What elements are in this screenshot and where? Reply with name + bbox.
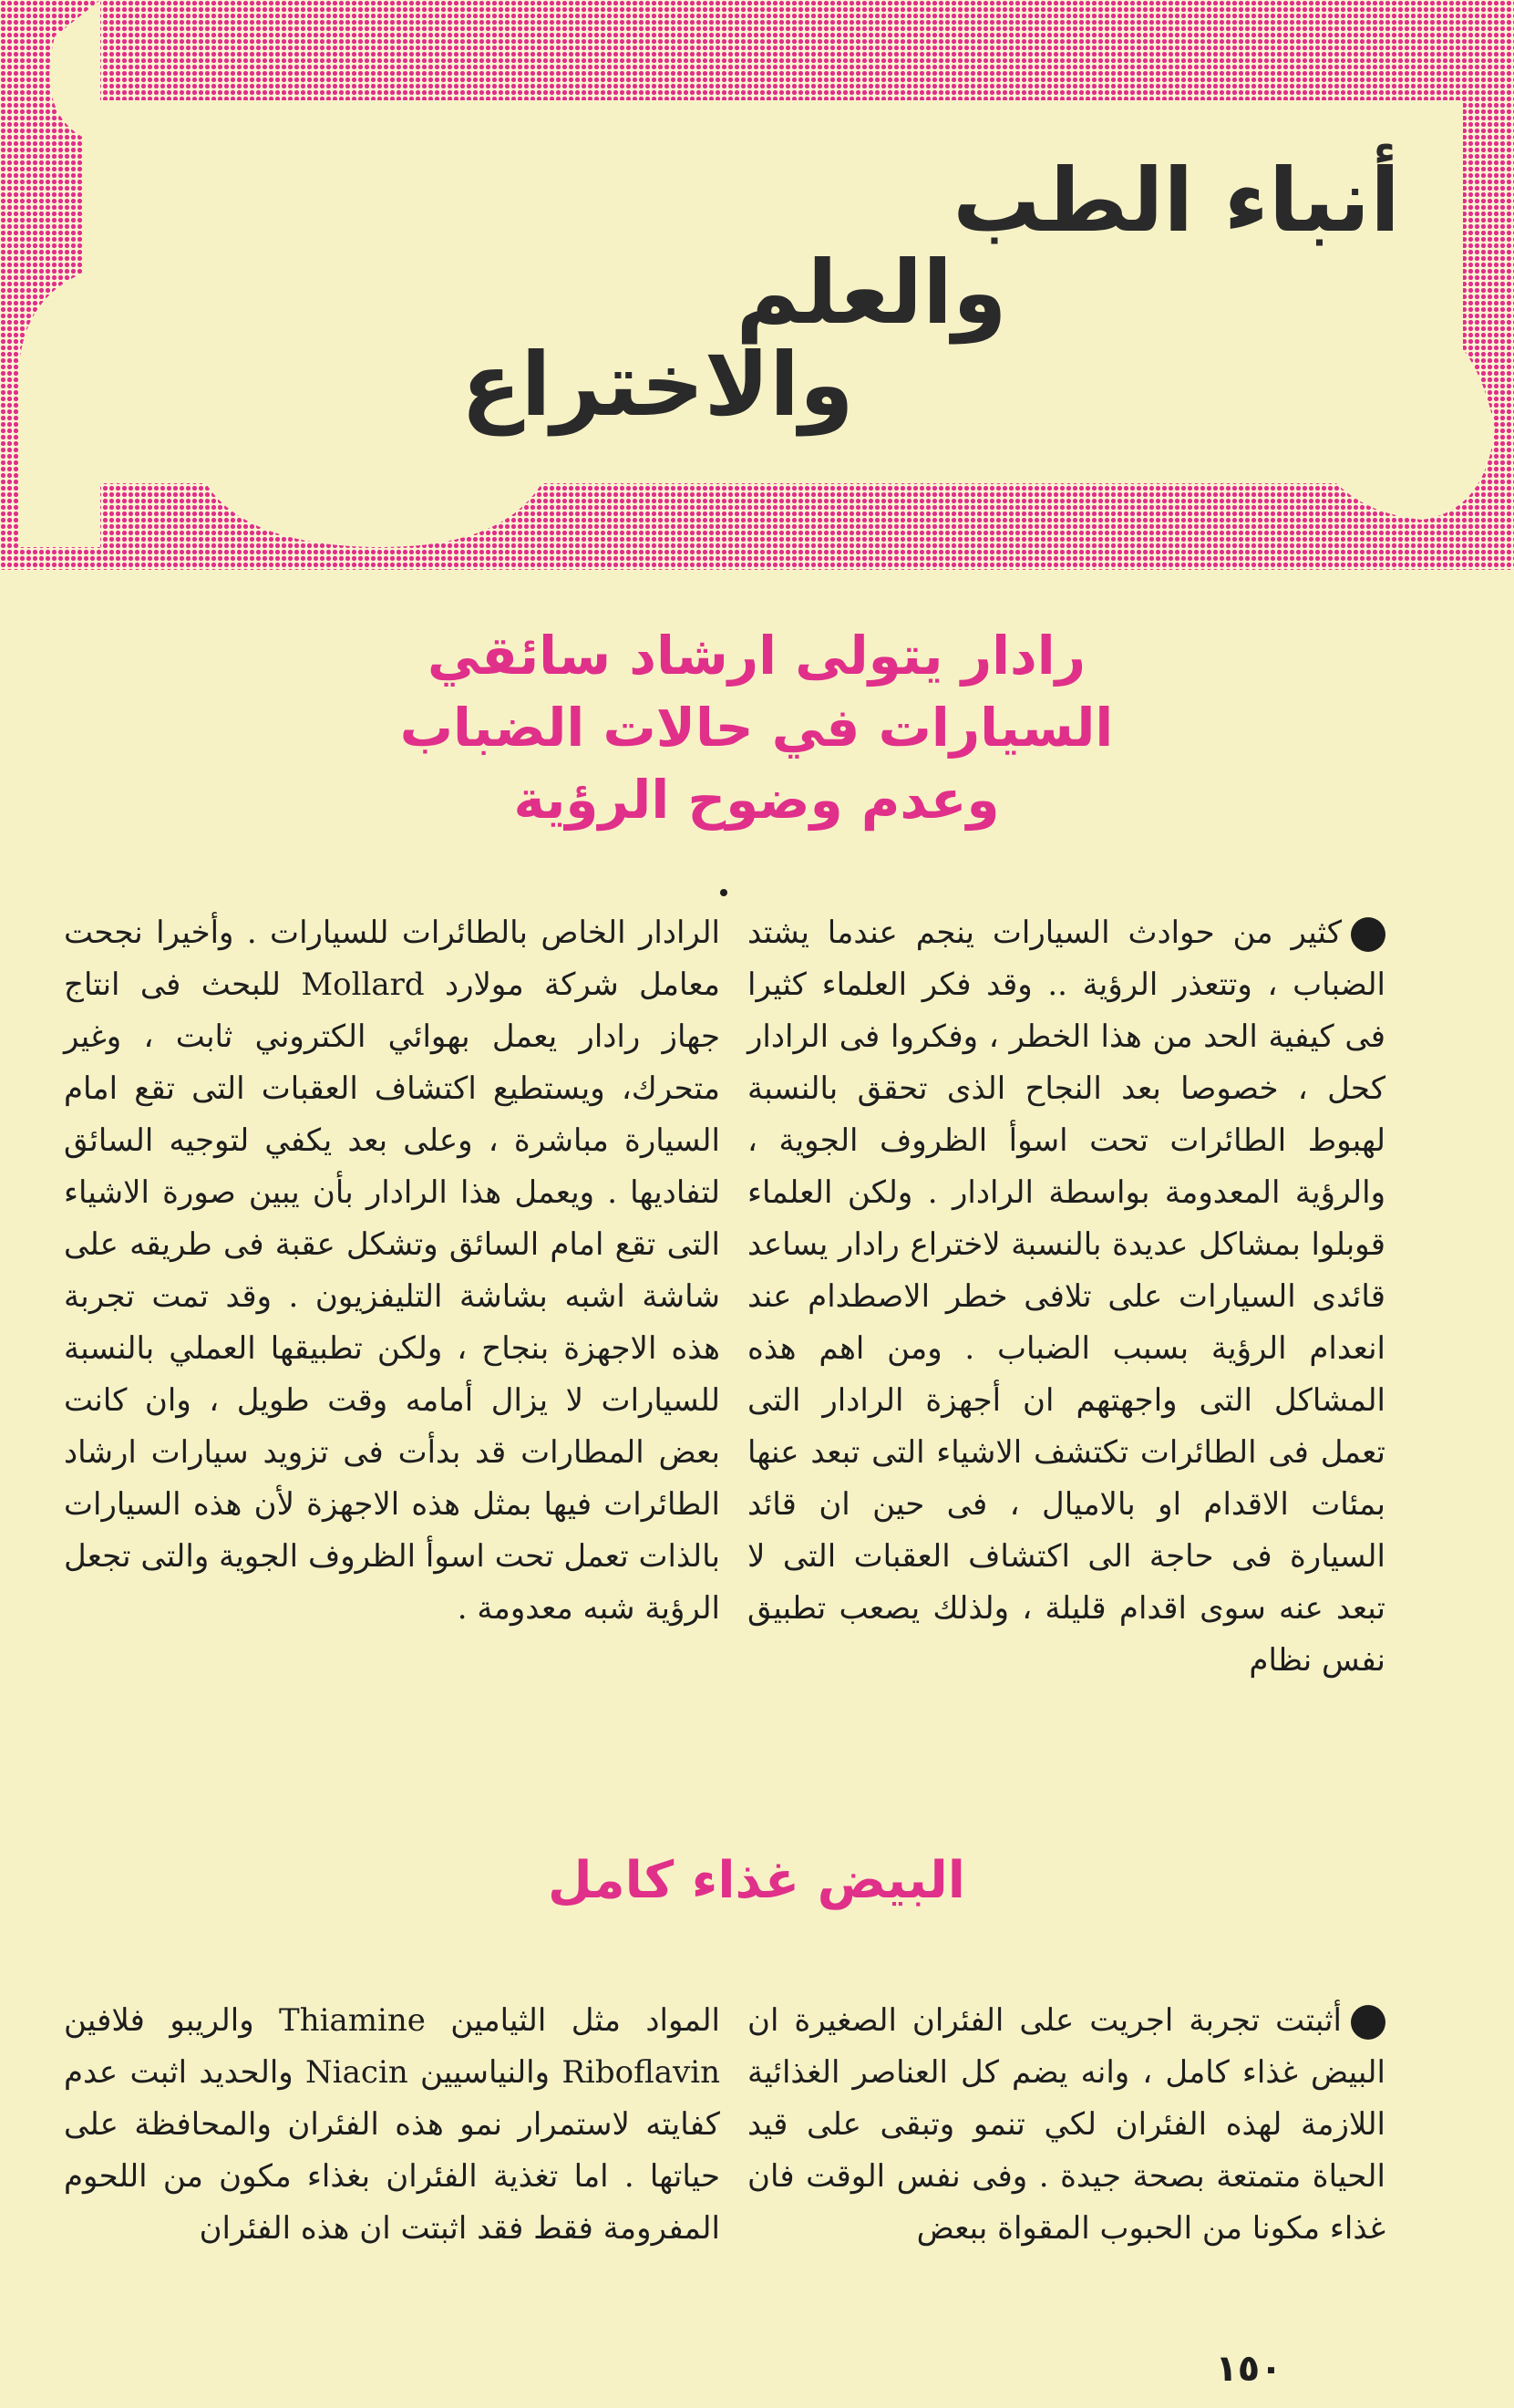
section-title-line1: أنباء الطب bbox=[953, 150, 1400, 252]
article2-column-left bbox=[64, 1995, 720, 2255]
article2-column-right bbox=[747, 1995, 1385, 2255]
bullet-icon bbox=[1351, 917, 1385, 952]
article1-headline-line1: رادار يتولى ارشاد سائقي bbox=[427, 625, 1087, 687]
article1-column-right bbox=[747, 907, 1385, 1687]
section-title-line3: والاختراع bbox=[461, 333, 854, 436]
article1-headline-line2: السيارات في حالات الضباب bbox=[399, 696, 1114, 759]
header-banner bbox=[0, 0, 1514, 570]
section-title bbox=[324, 150, 1418, 436]
article2-text-right: أثبتت تجربة اجريت على الفئران الصغيرة ان البيض غذاء كامل ، وانه يضم كل العناصر الغذائية اللازمة لهذه الفئران لكي تنمو وتبقى على قيد الحياة متمتعة بصحة جيدة . وفى نفس الوقت فان غذاء مكونا من الحبوب المقواة ببعض bbox=[747, 2002, 1385, 2247]
article1-text-left: الرادار الخاص بالطائرات للسيارات . وأخيرا نجحت معامل شركة مولارد Mollard للبحث فى انتاج جهاز رادار يعمل بهوائي الكتروني ثابت ، وغير متحرك، ويستطيع اكتشاف العقبات التى تقع امام السيارة مباشرة ، وعلى بعد يكفي لتوجيه السائق لتفاديها . ويعمل هذا الرادار بأن يبين صورة الاشياء التى تقع امام السائق وتشكل عقبة فى طريقه على شاشة اشبه بشاشة التليفزيون . وقد تمت تجربة هذه الاجهزة بنجاح ، ولكن تطبيقها العملي بالنسبة للسيارات لا يزال أمامه وقت طويل ، وان كانت بعض المطارات قد بدأت فى تزويد سيارات ارشاد الطائرات فيها بمثل هذه الاجهزة لأن هذه السيارات بالذات تعمل تحت اسوأ الظروف الجوية والتى تجعل الرؤية شبه معدومة . bbox=[64, 915, 720, 1627]
article1-text-right: كثير من حوادث السيارات ينجم عندما يشتد الضباب ، وتتعذر الرؤية .. وقد فكر العلماء كثيرا فى كيفية الحد من هذا الخطر ، وفكروا فى الرادار كحل ، خصوصا بعد النجاح الذى تحقق بالنسبة لهبوط الطائرات تحت اسوأ الظروف الجوية ، والرؤية المعدومة بواسطة الرادار . ولكن العلماء قوبلوا بمشاكل عديدة بالنسبة لاختراع رادار يساعد قائدى السيارات على تلافى خطر الاصطدام عند انعدام الرؤية بسبب الضباب . ومن اهم هذه المشاكل التى واجهتهم ان أجهزة الرادار التى تعمل فى الطائرات تكتشف الاشياء التى تبعد عنها بمئات الاقدام او بالاميال ، فى حين ان قائد السيارة فى حاجة الى اكتشاف العقبات التى لا تبعد عنه سوى اقدام قليلة ، ولذلك يصعب تطبيق نفس نظام bbox=[747, 915, 1385, 1679]
column-separator-dot bbox=[720, 889, 727, 896]
section-title-line2: والعلم bbox=[736, 241, 1007, 344]
article2-text-left: المواد مثل الثيامين Thiamine والريبو فلافين Riboflavin والنياسيين Niacin والحديد اثبت عدم كفايته لاستمرار نمو هذه الفئران والمحافظة على حياتها . اما تغذية الفئران بغذاء مكون من اللحوم المفرومة فقط فقد اثبتت ان هذه الفئران bbox=[64, 2002, 720, 2247]
page-number: ١٥٠ bbox=[1215, 2348, 1282, 2390]
bullet-icon bbox=[1351, 2005, 1385, 2040]
article1-headline bbox=[301, 620, 1212, 836]
article1-column-left bbox=[64, 907, 720, 1635]
article2-headline: البيض غذاء كامل bbox=[547, 1851, 965, 1910]
article1-headline-line3: وعدم وضوح الرؤية bbox=[513, 768, 1000, 831]
